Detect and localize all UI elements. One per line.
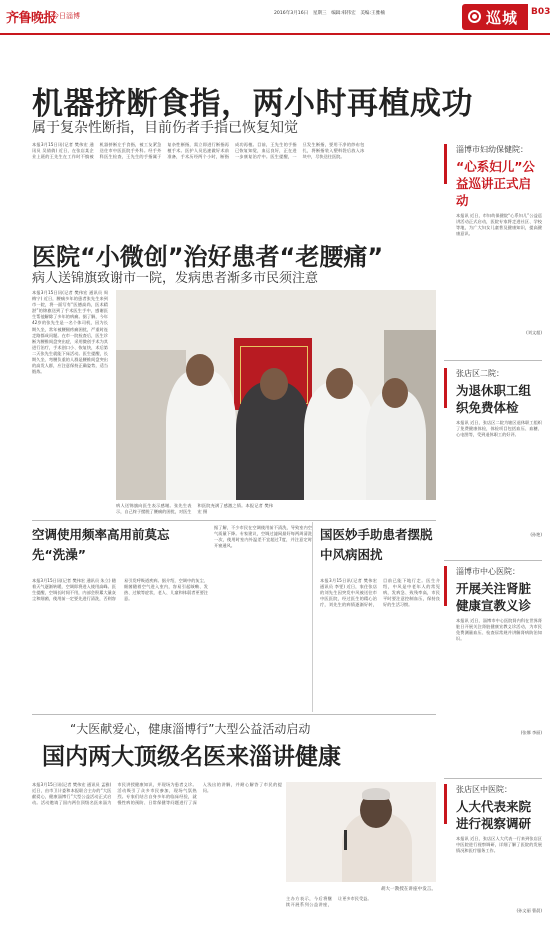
rail-credit: (张娜 李丽)	[520, 730, 542, 735]
header-rule	[0, 33, 550, 35]
page-number: B03	[531, 7, 550, 17]
main-article-body: 本报3月15日讯(记者 樊伟宏 通讯员 吴倩倩) 近日，在张店某企业上班的王先生在工作时不慎被机器挤断左手食指，被工友紧急送往市中医医院手外科。经手外科医生检查，王先生的手指属于复杂性断指，需立即进行断指再植手术。医护人员迅速做好术前准备，手术历经两个小时，断指成功再植。目前，王先生的手指已恢复知觉，血运良好，正在进一步康复治疗中。医生提醒，一旦发生断指，要用干净的纱布包扎，将断指装入塑料袋后放入冰块中，尽快送往医院。	[32, 142, 365, 160]
article3-body: 本报3月15日讯(记者 樊伟宏 通讯员 朱立) 随着天气逐渐转暖，空调即将进入使用高峰。医生提醒，空调长时间不用，内部会积累大量灰尘和细菌，使用前一定要先进行清洗，否则容易引发呼吸道疾病。据介绍，空调中的灰尘、细菌随着空气进入室内，容易引起咳嗽、发热、过敏等症状，老人、儿童和体弱者更要注意。	[32, 578, 208, 602]
section-title: 巡城	[486, 9, 519, 27]
main-headline: 机器挤断食指，两小时再植成功	[32, 86, 473, 122]
photo-person-head	[382, 378, 408, 408]
article2-photo-caption: 病人送锦旗向医生表示感谢。张先生表示，自己终于摆脱了腰痛的困扰，对医生和医院充满了感激之情。本报记者 樊伟宏 摄	[116, 503, 273, 515]
rail-item-4	[456, 784, 542, 914]
article5-headline: 国内两大顶级名医来淄讲健康	[42, 744, 341, 770]
rail-accent-bar	[444, 566, 447, 606]
rail-item-2	[456, 368, 542, 538]
rail-kicker: 张店区中医院：	[456, 785, 512, 794]
article5-body: 本报3月15日讯(记者 樊伟宏 通讯员 孟雅) 近日，由市卫计委和本报联合主办的“大医献爱心，健康淄博行”大型公益活动正式启动。活动邀请了国内两位顶级名医来淄为市民讲授健康知识，并现场为患者义诊。活动吸引了众多市民参加，现场气氛热烈。专家们结合自身多年的临床经验，就慢性病的预防、日常保健等问题进行了深入浅出的讲解，并耐心解答了市民的提问。	[32, 782, 282, 806]
article2-photo	[116, 290, 436, 500]
rail-kicker: 张店区二院：	[456, 369, 504, 378]
rail-kicker: 淄博市中心医院：	[456, 567, 520, 576]
article2-subheadline: 病人送锦旗致谢市一院，发病患者渐多市民须注意	[32, 271, 319, 286]
main-subheadline: 属于复杂性断指，目前伤者手指已恢复知觉	[32, 120, 298, 136]
microphone-icon	[344, 830, 347, 850]
photo-person-doctor	[166, 370, 236, 500]
rail-accent-bar	[444, 368, 447, 408]
section-divider	[32, 520, 436, 521]
rail-body: 本报讯 近日，淄博市中心医院肾内科在世界肾脏日开展关注肾脏健康宣教义诊活动，为市民免费测量血压、检查尿常规并讲解肾病防治知识。	[456, 618, 542, 642]
rail-kicker: 淄博市妇幼保健院：	[456, 145, 528, 154]
article3-headline: 空调使用频率高用前莫忘先“洗澡”	[32, 527, 170, 562]
edition-name: 今日淄博	[52, 12, 80, 20]
rail-credit: (刘文超)	[526, 330, 542, 335]
article2-body: 本报3月15日讯(记者 樊伟宏 通讯员 周梅宁) 近日，腰痛多年的患者张先生来到市一院，将一面写有“医德高尚，医术精湛”的锦旗送到了手术医生手中，感谢医生帮他解除了多年的病痛。据了解，今年42岁的张先生是一名个体司机，因为长期久坐，常年被腰腿疼痛困扰，严重时连走路都成问题。在市一院检查后，医生诊断为腰椎间盘突出症，采用微创手术为其进行治疗，手术创口小、恢复快，术后第二天张先生就能下床活动。医生提醒，长期久坐、弯腰负重的人群是腰椎间盘突出的高发人群，应注意保持正确姿势，适当锻炼。	[32, 290, 108, 375]
rail-title: 开展关注肾脏健康宣教义诊	[456, 581, 532, 613]
article4-body: 本报3月15日讯(记者 樊伟宏 通讯员 李雯) 近日，家住张店的刘先生因突发中风被送往市中医医院，经过医生的精心治疗，刘先生的病情逐渐好转，目前已能下地行走。医生介绍，中风是中老年人的常见病，发病急、致残率高，市民平时要注意控制血压，保持良好的生活习惯。	[320, 578, 440, 608]
rail-body: 本报讯 近日，市妇幼保健院“心系妇儿”公益巡讲活动正式启动，医院专家将走进社区、学校等地，为广大妇女儿童普及健康知识，提高健康意识。	[456, 213, 542, 237]
article5-body-continued: 主办方表示，今后将继续开展系列公益讲座，让更多市民受益。	[286, 896, 372, 908]
rail-divider	[444, 778, 542, 779]
photo-person-head	[326, 368, 353, 399]
newspaper-logo: 齐鲁晚报	[6, 11, 57, 26]
rail-credit: (孙文丽 曹晨)	[516, 908, 542, 913]
article4-headline: 国医妙手助患者摆脱中风病困扰	[320, 527, 433, 562]
rail-credit: (孙艳)	[530, 532, 542, 537]
photo-person-doctor	[304, 382, 374, 500]
masthead	[0, 0, 550, 34]
rail-title: 为退休职工组织免费体检	[456, 383, 532, 415]
rail-title: “心系妇儿”公益巡讲正式启动	[456, 159, 535, 208]
photo-speaker-hair	[362, 788, 390, 800]
article3-body-continued: 据了解，不少市民在空调使用前不清洗，导致室内空气质量下降。专家建议，空调过滤网最好每两周清洗一次，使用时室内外温差不宜超过7度，并注意定时开窗通风。	[214, 525, 312, 549]
section-tab	[462, 4, 528, 30]
rail-body: 本报讯 近日，张店区人大代表一行来到张店区中医院进行视察调研，详细了解了医院的发展情况和医疗服务工作。	[456, 836, 542, 854]
article5-kicker: “大医献爱心，健康淄博行”大型公益活动启动	[70, 722, 311, 736]
article5-photo-caption: 胡大一教授在讲座中发言。	[380, 887, 436, 892]
section-divider	[32, 714, 436, 715]
rail-divider	[444, 360, 542, 361]
column-divider	[312, 522, 313, 712]
issue-info: 2016年3月16日 星期三 编辑:韩伟宏 美编:王雅楠	[274, 11, 385, 16]
photo-person-head	[260, 368, 288, 400]
section-circle-icon	[468, 10, 481, 23]
article2-headline: 医院“小微创”治好患者“老腰痛”	[32, 243, 384, 271]
rail-title: 人大代表来院进行视察调研	[456, 799, 532, 831]
rail-item-1	[456, 144, 542, 336]
rail-item-3	[456, 566, 542, 736]
rail-divider	[444, 560, 542, 561]
rail-accent-bar	[444, 784, 447, 824]
article5-photo	[286, 782, 436, 882]
rail-accent-bar	[444, 144, 447, 184]
rail-body: 本报讯 近日，张店区二院为辖区退休职工组织了免费健康体检，体检项目包括血压、血糖、心电图等，受到退休职工的好评。	[456, 420, 542, 438]
photo-person-head	[186, 354, 214, 386]
